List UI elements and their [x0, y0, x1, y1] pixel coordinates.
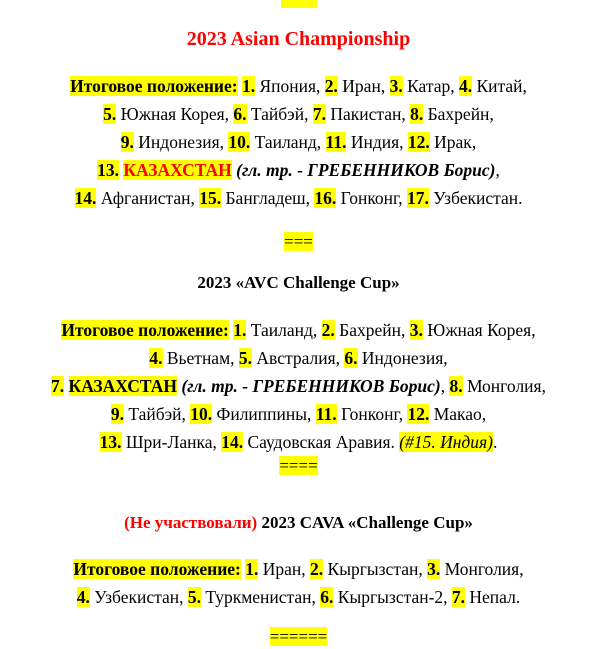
asian-results-line-2: 5. Южная Корея, 6. Тайбэй, 7. Пакистан, 8. Бахрейн,: [103, 104, 494, 124]
kazakhstan-asian: КАЗАХСТАН: [123, 160, 232, 180]
avc-results-line-1: Итоговое положение: 1. Таиланд, 2. Бахрейн, 3. Южная Корея,: [61, 320, 536, 340]
top-highlight-bar: [281, 0, 317, 8]
kazakhstan-avc: КАЗАХСТАН: [68, 376, 177, 396]
avc-challenge-cup-title: 2023 «AVC Challenge Cup»: [197, 273, 400, 292]
separator-1: ===: [284, 232, 313, 251]
india-note: (#15. Индия): [399, 432, 493, 452]
asian-results-line-5: 14. Афганистан, 15. Бангладеш, 16. Гонконг, 17. Узбекистан.: [74, 188, 523, 208]
final-standing-label: Итоговое положение:: [61, 320, 229, 340]
coach-note-asian: (гл. тр. - ГРЕБЕННИКОВ Борис): [236, 160, 496, 180]
asian-results-line-4: 13. КАЗАХСТАН (гл. тр. - ГРЕБЕННИКОВ Борис),: [97, 160, 500, 180]
asian-championship-title: 2023 Asian Championship: [186, 28, 411, 50]
cava-results-line-2: 4. Узбекистан, 5. Туркменистан, 6. Кыргызстан-2, 7. Непал.: [76, 587, 521, 607]
coach-note-avc: (гл. тр. - ГРЕБЕННИКОВ Борис): [181, 376, 441, 396]
separator-2: ====: [279, 456, 318, 475]
avc-results-line-3: 7. КАЗАХСТАН (гл. тр. - ГРЕБЕННИКОВ Борис), 8. Монголия,: [51, 376, 546, 396]
asian-results-line-3: 9. Индонезия, 10. Таиланд, 11. Индия, 12. Ирак,: [120, 132, 477, 152]
asian-results-line-1: Итоговое положение: 1. Япония, 2. Иран, 3. Катар, 4. Китай,: [70, 76, 527, 96]
avc-results-line-4: 9. Тайбэй, 10. Филиппины, 11. Гонконг, 12. Макао,: [110, 404, 487, 424]
final-standing-label: Итоговое положение:: [70, 76, 238, 96]
cava-challenge-cup-title: (Не участвовали) 2023 CAVA «Challenge Cup»: [124, 513, 473, 532]
not-participated-label: (Не участвовали): [124, 513, 258, 532]
cava-results-line-1: Итоговое положение: 1. Иран, 2. Кыргызстан, 3. Монголия,: [73, 559, 524, 579]
avc-results-line-2: 4. Вьетнам, 5. Австралия, 6. Индонезия,: [149, 348, 448, 368]
final-standing-label: Итоговое положение:: [73, 559, 241, 579]
separator-3: ======: [269, 627, 328, 646]
avc-results-line-5: 13. Шри-Ланка, 14. Саудовская Аравия. (#15. Индия).: [99, 432, 498, 452]
